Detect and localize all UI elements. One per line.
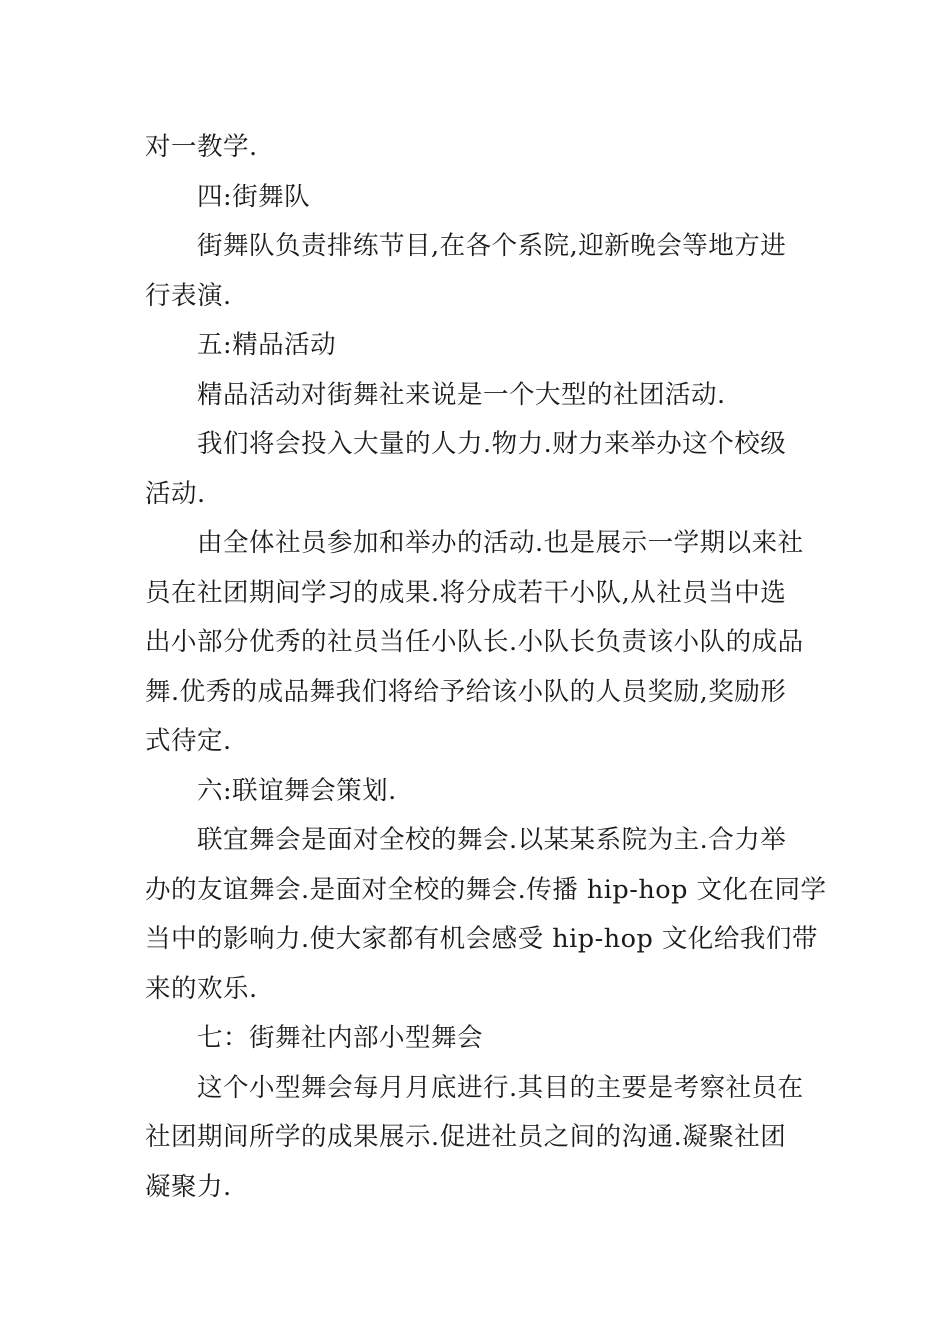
text-line: 式待定. bbox=[145, 726, 232, 756]
section-heading-internal-ball: 七：街舞社内部小型舞会 bbox=[197, 1023, 484, 1053]
text-line: 街舞队负责排练节目,在各个系院,迎新晚会等地方进 bbox=[197, 231, 787, 261]
document-body bbox=[145, 123, 827, 1212]
text-line: 凝聚力. bbox=[145, 1171, 232, 1202]
text-line: 办的友谊舞会.是面对全校的舞会.传播 hip-hop 文化在同学 bbox=[145, 874, 827, 905]
text-line: 由全体社员参加和举办的活动.也是展示一学期以来社 bbox=[197, 528, 804, 558]
text-line: 联宜舞会是面对全校的舞会.以某某系院为主.合力举 bbox=[197, 825, 787, 855]
text-line: 这个小型舞会每月月底进行.其目的主要是考察社员在 bbox=[197, 1072, 804, 1103]
text-line: 对一教学. bbox=[145, 132, 258, 162]
text-line: 员在社团期间学习的成果.将分成若干小队,从社员当中选 bbox=[145, 577, 787, 608]
text-line: 来的欢乐. bbox=[145, 973, 258, 1004]
text-line: 当中的影响力.使大家都有机会感受 hip-hop 文化给我们带 bbox=[145, 924, 818, 954]
text-line: 行表演. bbox=[145, 280, 232, 311]
text-line: 活动. bbox=[145, 478, 206, 509]
text-line: 精品活动对街舞社来说是一个大型的社团活动. bbox=[197, 379, 726, 410]
section-heading-street-dance-team: 四:街舞队 bbox=[197, 181, 311, 212]
section-heading-premium-activity: 五:精品活动 bbox=[197, 330, 337, 360]
text-line: 我们将会投入大量的人力.物力.财力来举办这个校级 bbox=[197, 429, 787, 459]
text-line: 出小部分优秀的社员当任小队长.小队长负责该小队的成品 bbox=[145, 627, 804, 657]
text-line: 社团期间所学的成果展示.促进社员之间的沟通.凝聚社团 bbox=[145, 1122, 787, 1152]
text-line: 舞.优秀的成品舞我们将给予给该小队的人员奖励,奖励形 bbox=[145, 676, 787, 707]
section-heading-friendship-ball: 六:联谊舞会策划. bbox=[197, 775, 397, 806]
